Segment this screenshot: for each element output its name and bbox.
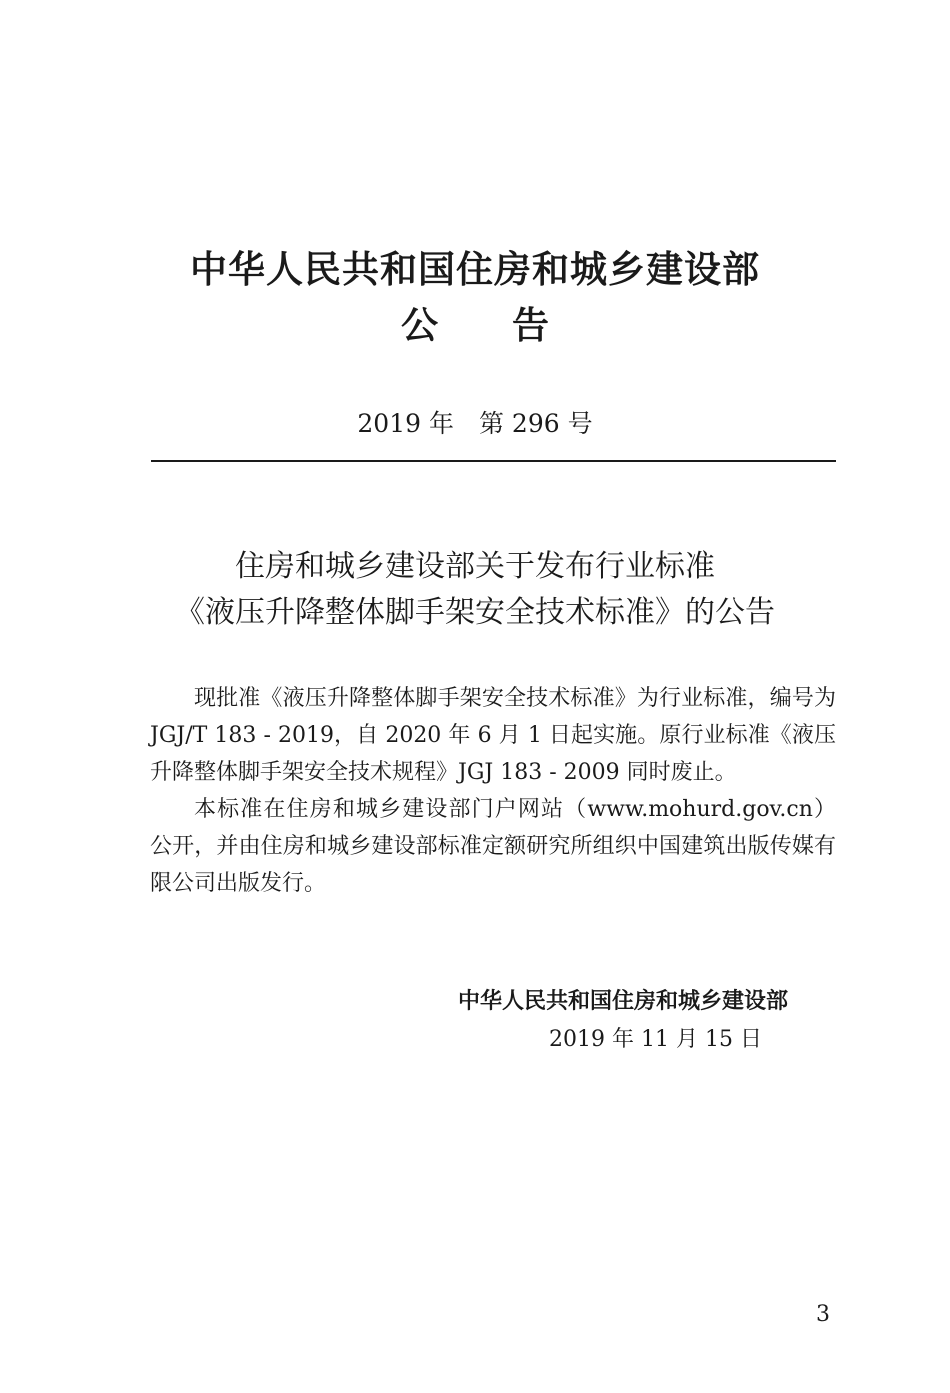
document-number: 2019 年 第 296 号	[357, 409, 593, 438]
page-number: 3	[816, 1302, 830, 1327]
notice-body	[150, 680, 836, 902]
header-divider	[151, 460, 836, 462]
signature-organization: 中华人民共和国住房和城乡建设部	[457, 989, 788, 1014]
body-paragraph-1: 现批准《液压升降整体脚手架安全技术标准》为行业标准，编号为 JGJ/T 183 - 2019，自 2020 年 6 月 1 日起实施。原行业标准《液压升降整体脚手架安全技术规程》JGJ 183 - 2009 同时废止。	[150, 686, 836, 785]
notice-title-line2: 《液压升降整体脚手架安全技术标准》的公告	[175, 595, 775, 630]
signature-date: 2019 年 11 月 15 日	[549, 1027, 762, 1052]
notice-title-line1: 住房和城乡建设部关于发布行业标准	[235, 549, 715, 584]
body-paragraph-2: 本标准在住房和城乡建设部门户网站（www.mohurd.gov.cn）公开，并由住房和城乡建设部标准定额研究所组织中国建筑出版传媒有限公司出版发行。	[150, 797, 836, 896]
announcement-heading: 公告	[401, 304, 623, 347]
issuer-title: 中华人民共和国住房和城乡建设部	[190, 248, 760, 291]
